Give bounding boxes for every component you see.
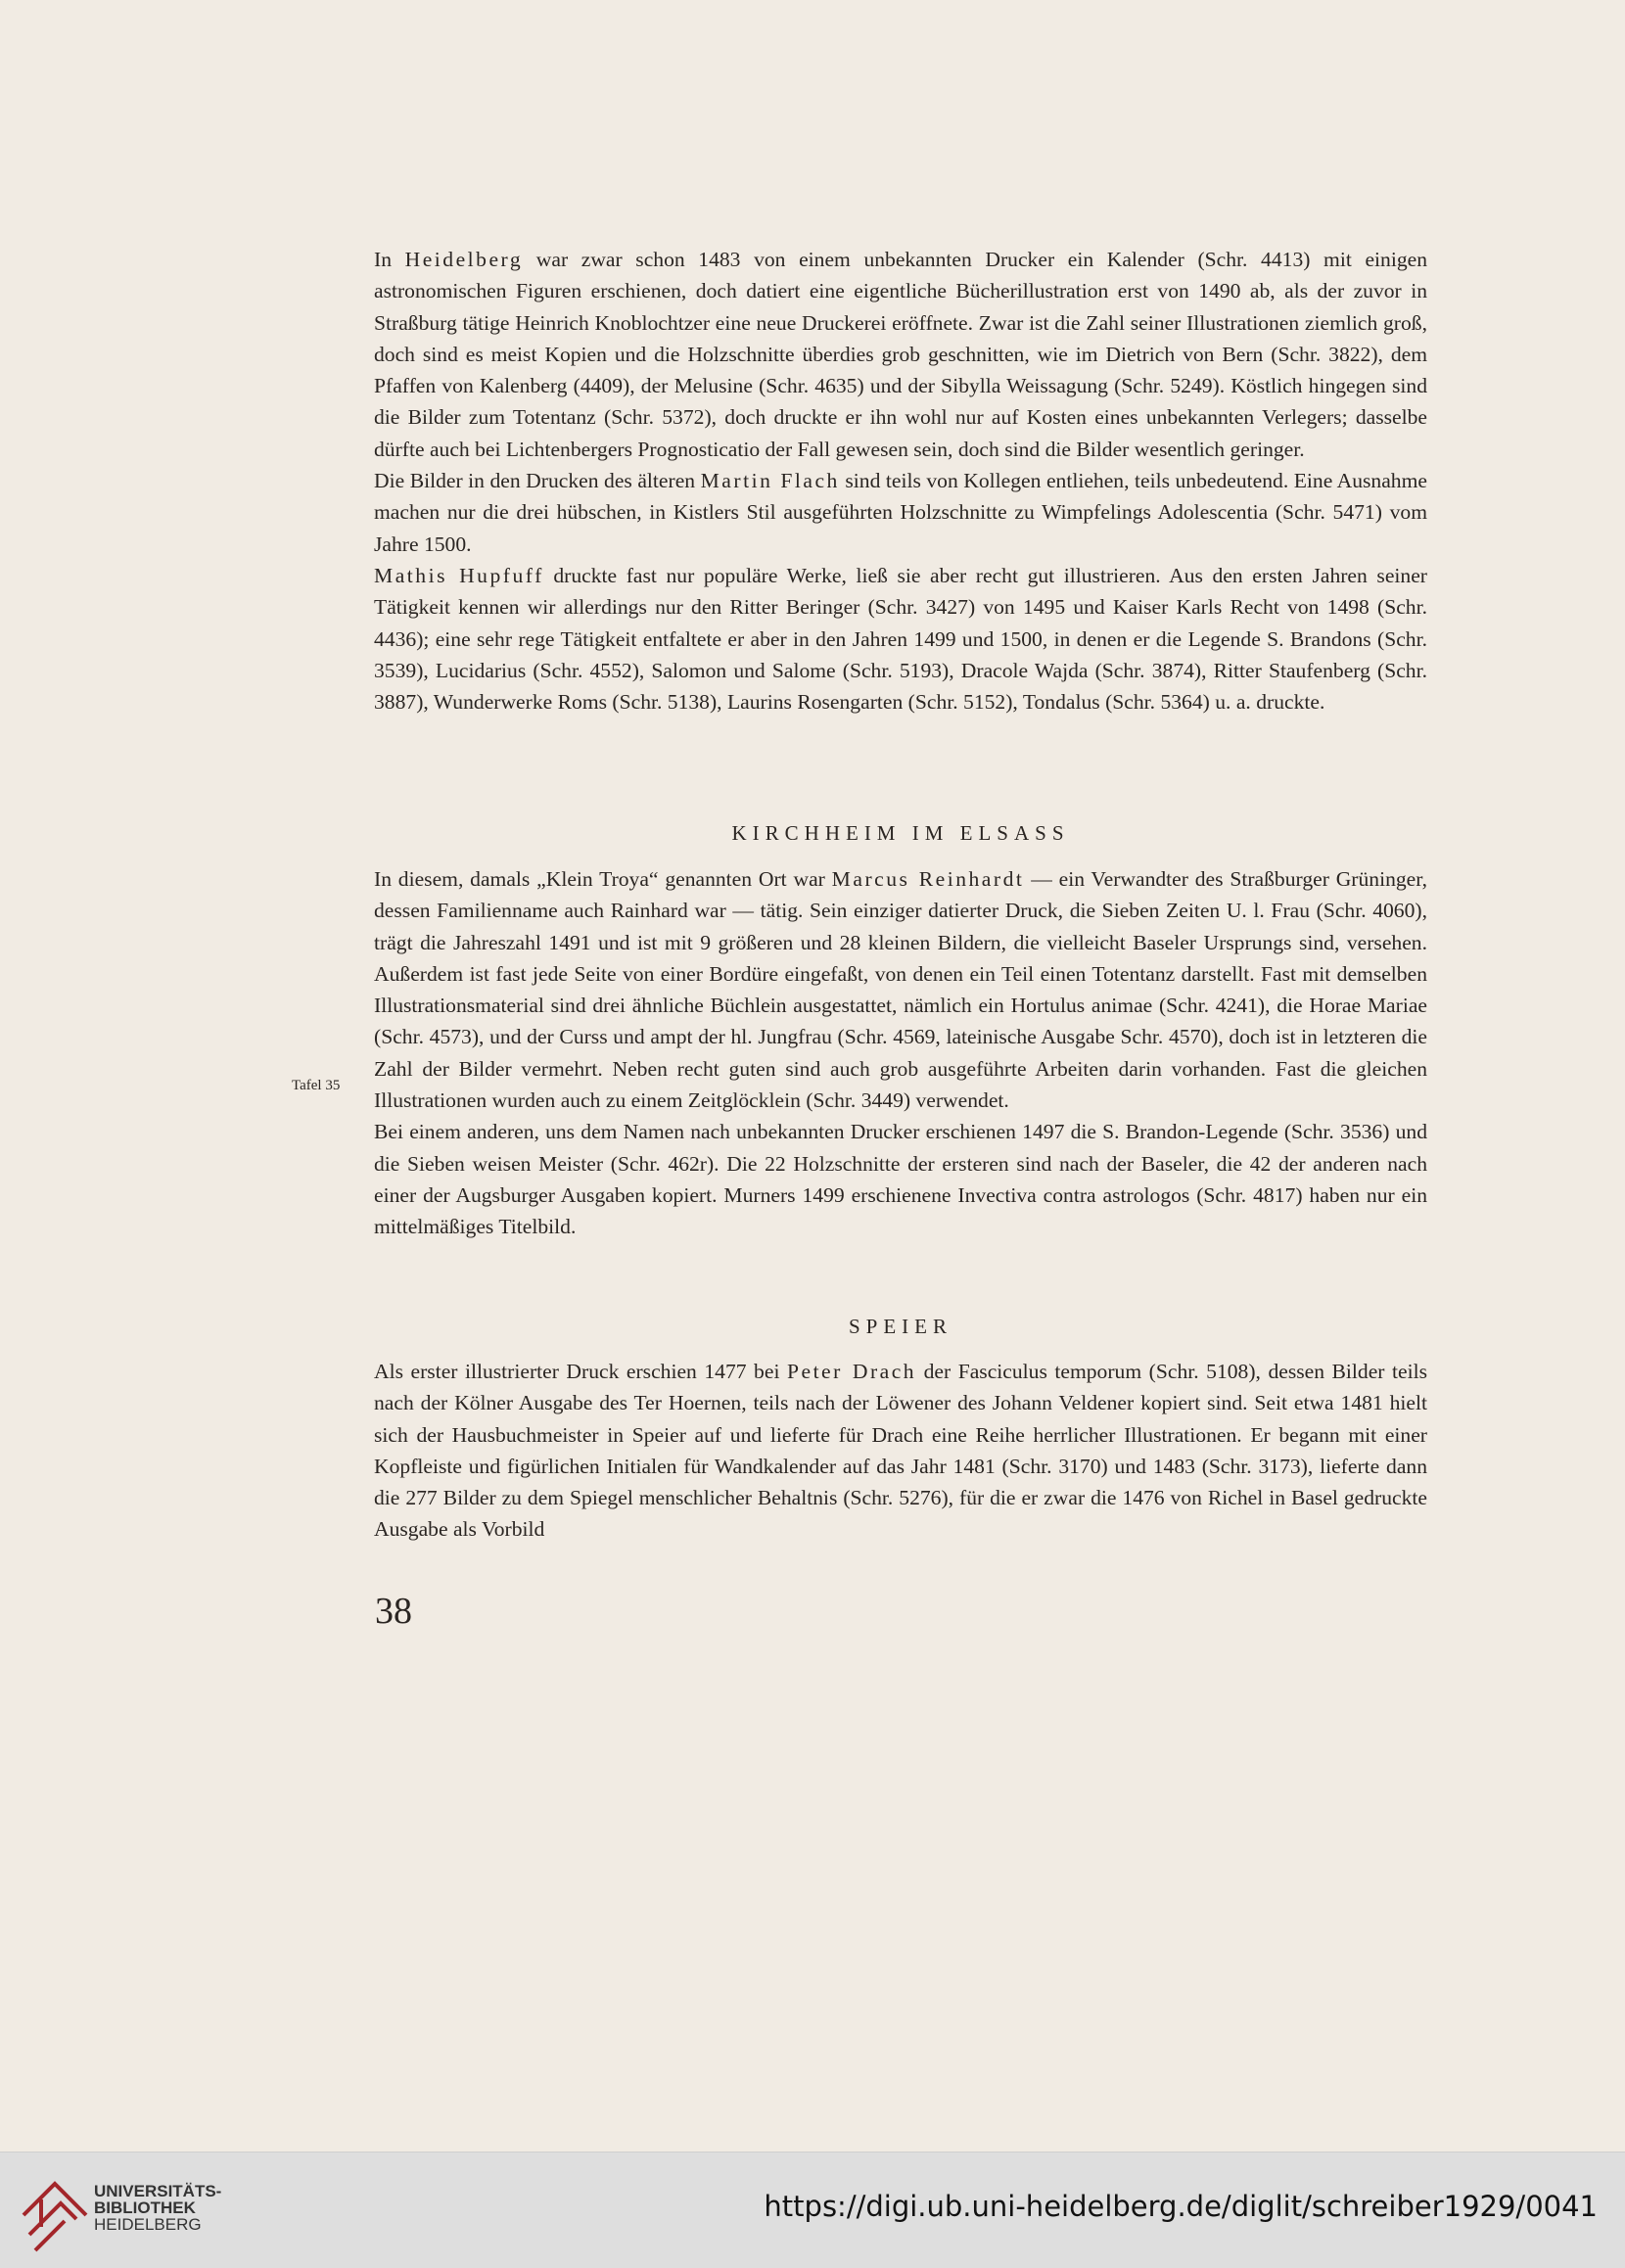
paragraph-speier: Als erster illustrierter Druck erschien 1477 bei Peter Drach der Fasciculus temporum (Schr. 5108), dessen Bilder teils nach der Kölner Ausgabe des Ter Hoernen, teils nach der Löwener des Johann Veldener kopiert sind. Seit etwa 1481 hielt sich der Hausbuchmeister in Speier auf und lieferte für Drach eine Reihe herrlicher Illustrationen. Er begann mit einer Kopfleiste und figürlichen Initialen für Wandkalender auf das Jahr 1481 (Schr. 3170) und 1483 (Schr. 3173), lieferte dann die 277 Bilder zu dem Spiegel menschlicher Behaltnis (Schr. 5276), für die er zwar die 1476 von Richel in Basel gedruckte Ausgabe als Vorbild (374, 1360, 1427, 1542)
paragraph-flach: Die Bilder in den Drucken des älteren Martin Flach sind teils von Kollegen entliehen, teils unbedeutend. Eine Ausnahme machen nur die drei hübschen, in Kistlers Stil ausgeführten Holzschnitte zu Wimpfelings Adolescentia (Schr. 5471) vom Jahre 1500. (374, 469, 1427, 556)
name-peter-drach: Peter Drach (786, 1360, 917, 1383)
name-mathis-hupfuff: Mathis Hupfuff (374, 563, 544, 587)
footer-bar (0, 2152, 1625, 2268)
section-heidelberg (374, 244, 1427, 717)
name-marcus-reinhardt: Marcus Reinhardt (831, 867, 1025, 891)
page-number: 38 (375, 1591, 412, 1632)
heading-kirchheim: KIRCHHEIM IM ELSASS (731, 821, 1070, 845)
heading-speier: SPEIER (848, 1315, 952, 1338)
library-name: UNIVERSITÄTS- BIBLIOTHEK HEIDELBERG (94, 2182, 222, 2234)
permalink-url[interactable]: https://digi.ub.uni-heidelberg.de/diglit/schreiber1929/0041 (764, 2190, 1598, 2223)
section-kirchheim (374, 863, 1427, 1243)
name-heidelberg: Heidelberg (404, 248, 524, 271)
margin-note-tafel: Tafel 35 (292, 1078, 341, 1093)
library-logo-icon[interactable] (16, 2166, 94, 2254)
paragraph-hupfuff: Mathis Hupfuff druckte fast nur populäre Werke, ließ sie aber recht gut illustrieren. Aus den ersten Jahren seiner Tätigkeit kennen wir allerdings nur den Ritter Beringer (Schr. 3427) von 1495 und Kaiser Karls Recht von 1498 (Schr. 4436); eine sehr rege Tätigkeit entfaltete er aber in den Jahren 1499 und 1500, in denen er die Legende S. Brandons (Schr. 3539), Lucidarius (Schr. 4552), Salomon und Salome (Schr. 5193), Dracole Wajda (Schr. 3874), Ritter Staufenberg (Schr. 3887), Wunderwerke Roms (Schr. 5138), Laurins Rosengarten (Schr. 5152), Tondalus (Schr. 5364) u. a. druckte. (374, 563, 1427, 715)
section-speier (374, 1356, 1427, 1546)
name-martin-flach: Martin Flach (700, 469, 840, 493)
paragraph-heidelberg: In Heidelberg war zwar schon 1483 von einem unbekannten Drucker ein Kalender (Schr. 4413) mit einigen astronomischen Figuren erschienen, doch datiert eine eigentliche Bücherillustration erst von 1490 ab, als der zuvor in Straßburg tätige Heinrich Knoblochtzer eine neue Druckerei eröffnete. Zwar ist die Zahl seiner Illustrationen ziemlich groß, doch sind es meist Kopien und die Holzschnitte überdies grob geschnitten, wie im Dietrich von Bern (Schr. 3822), dem Pfaffen von Kalenberg (4409), der Melusine (Schr. 4635) und der Sibylla Weissagung (Schr. 5249). Köstlich hingegen sind die Bilder zum Totentanz (Schr. 5372), doch druckte er ihn wohl nur auf Kosten eines unbekannten Verlegers; dasselbe dürfte auch bei Lichtenbergers Prognosticatio der Fall gewesen sein, doch sind die Bilder wesentlich geringer. (374, 248, 1427, 461)
paragraph-kirchheim: In diesem, damals „Klein Troya“ genannten Ort war Marcus Reinhardt — ein Verwandter des Straßburger Grüninger, dessen Familienname auch Rainhard war — tätig. Sein einziger datierter Druck, die Sieben Zeiten U. l. Frau (Schr. 4060), trägt die Jahreszahl 1491 und ist mit 9 größeren und 28 kleinen Bildern, die vielleicht Baseler Ursprungs sind, versehen. Außerdem ist fast jede Seite von einer Bordüre eingefaßt, von denen ein Teil einen Totentanz darstellt. Fast mit demselben Illustrationsmaterial sind drei ähnliche Büchlein ausgestattet, nämlich ein Hortulus animae (Schr. 4241), die Horae Mariae (Schr. 4573), und der Curss und ampt der hl. Jungfrau (Schr. 4569, lateinische Ausgabe Schr. 4570), doch ist in letzteren die Zahl der Bilder vermehrt. Neben recht guten sind auch grob ausgeführte Arbeiten darin vorhanden. Fast die gleichen Illustrationen wurden auch zu einem Zeitglöcklein (Schr. 3449) verwendet. (374, 867, 1427, 1113)
paragraph-unbekannt: Bei einem anderen, uns dem Namen nach unbekannten Drucker erschienen 1497 die S. Brandon-Legende (Schr. 3536) und die Sieben weisen Meister (Schr. 462r). Die 22 Holzschnitte der ersteren sind nach der Baseler, die 42 der anderen nach einer der Augsburger Ausgaben kopiert. Murners 1499 erschienene Invectiva contra astrologos (Schr. 4817) haben nur ein mittelmäßiges Titelbild. (374, 1120, 1427, 1239)
